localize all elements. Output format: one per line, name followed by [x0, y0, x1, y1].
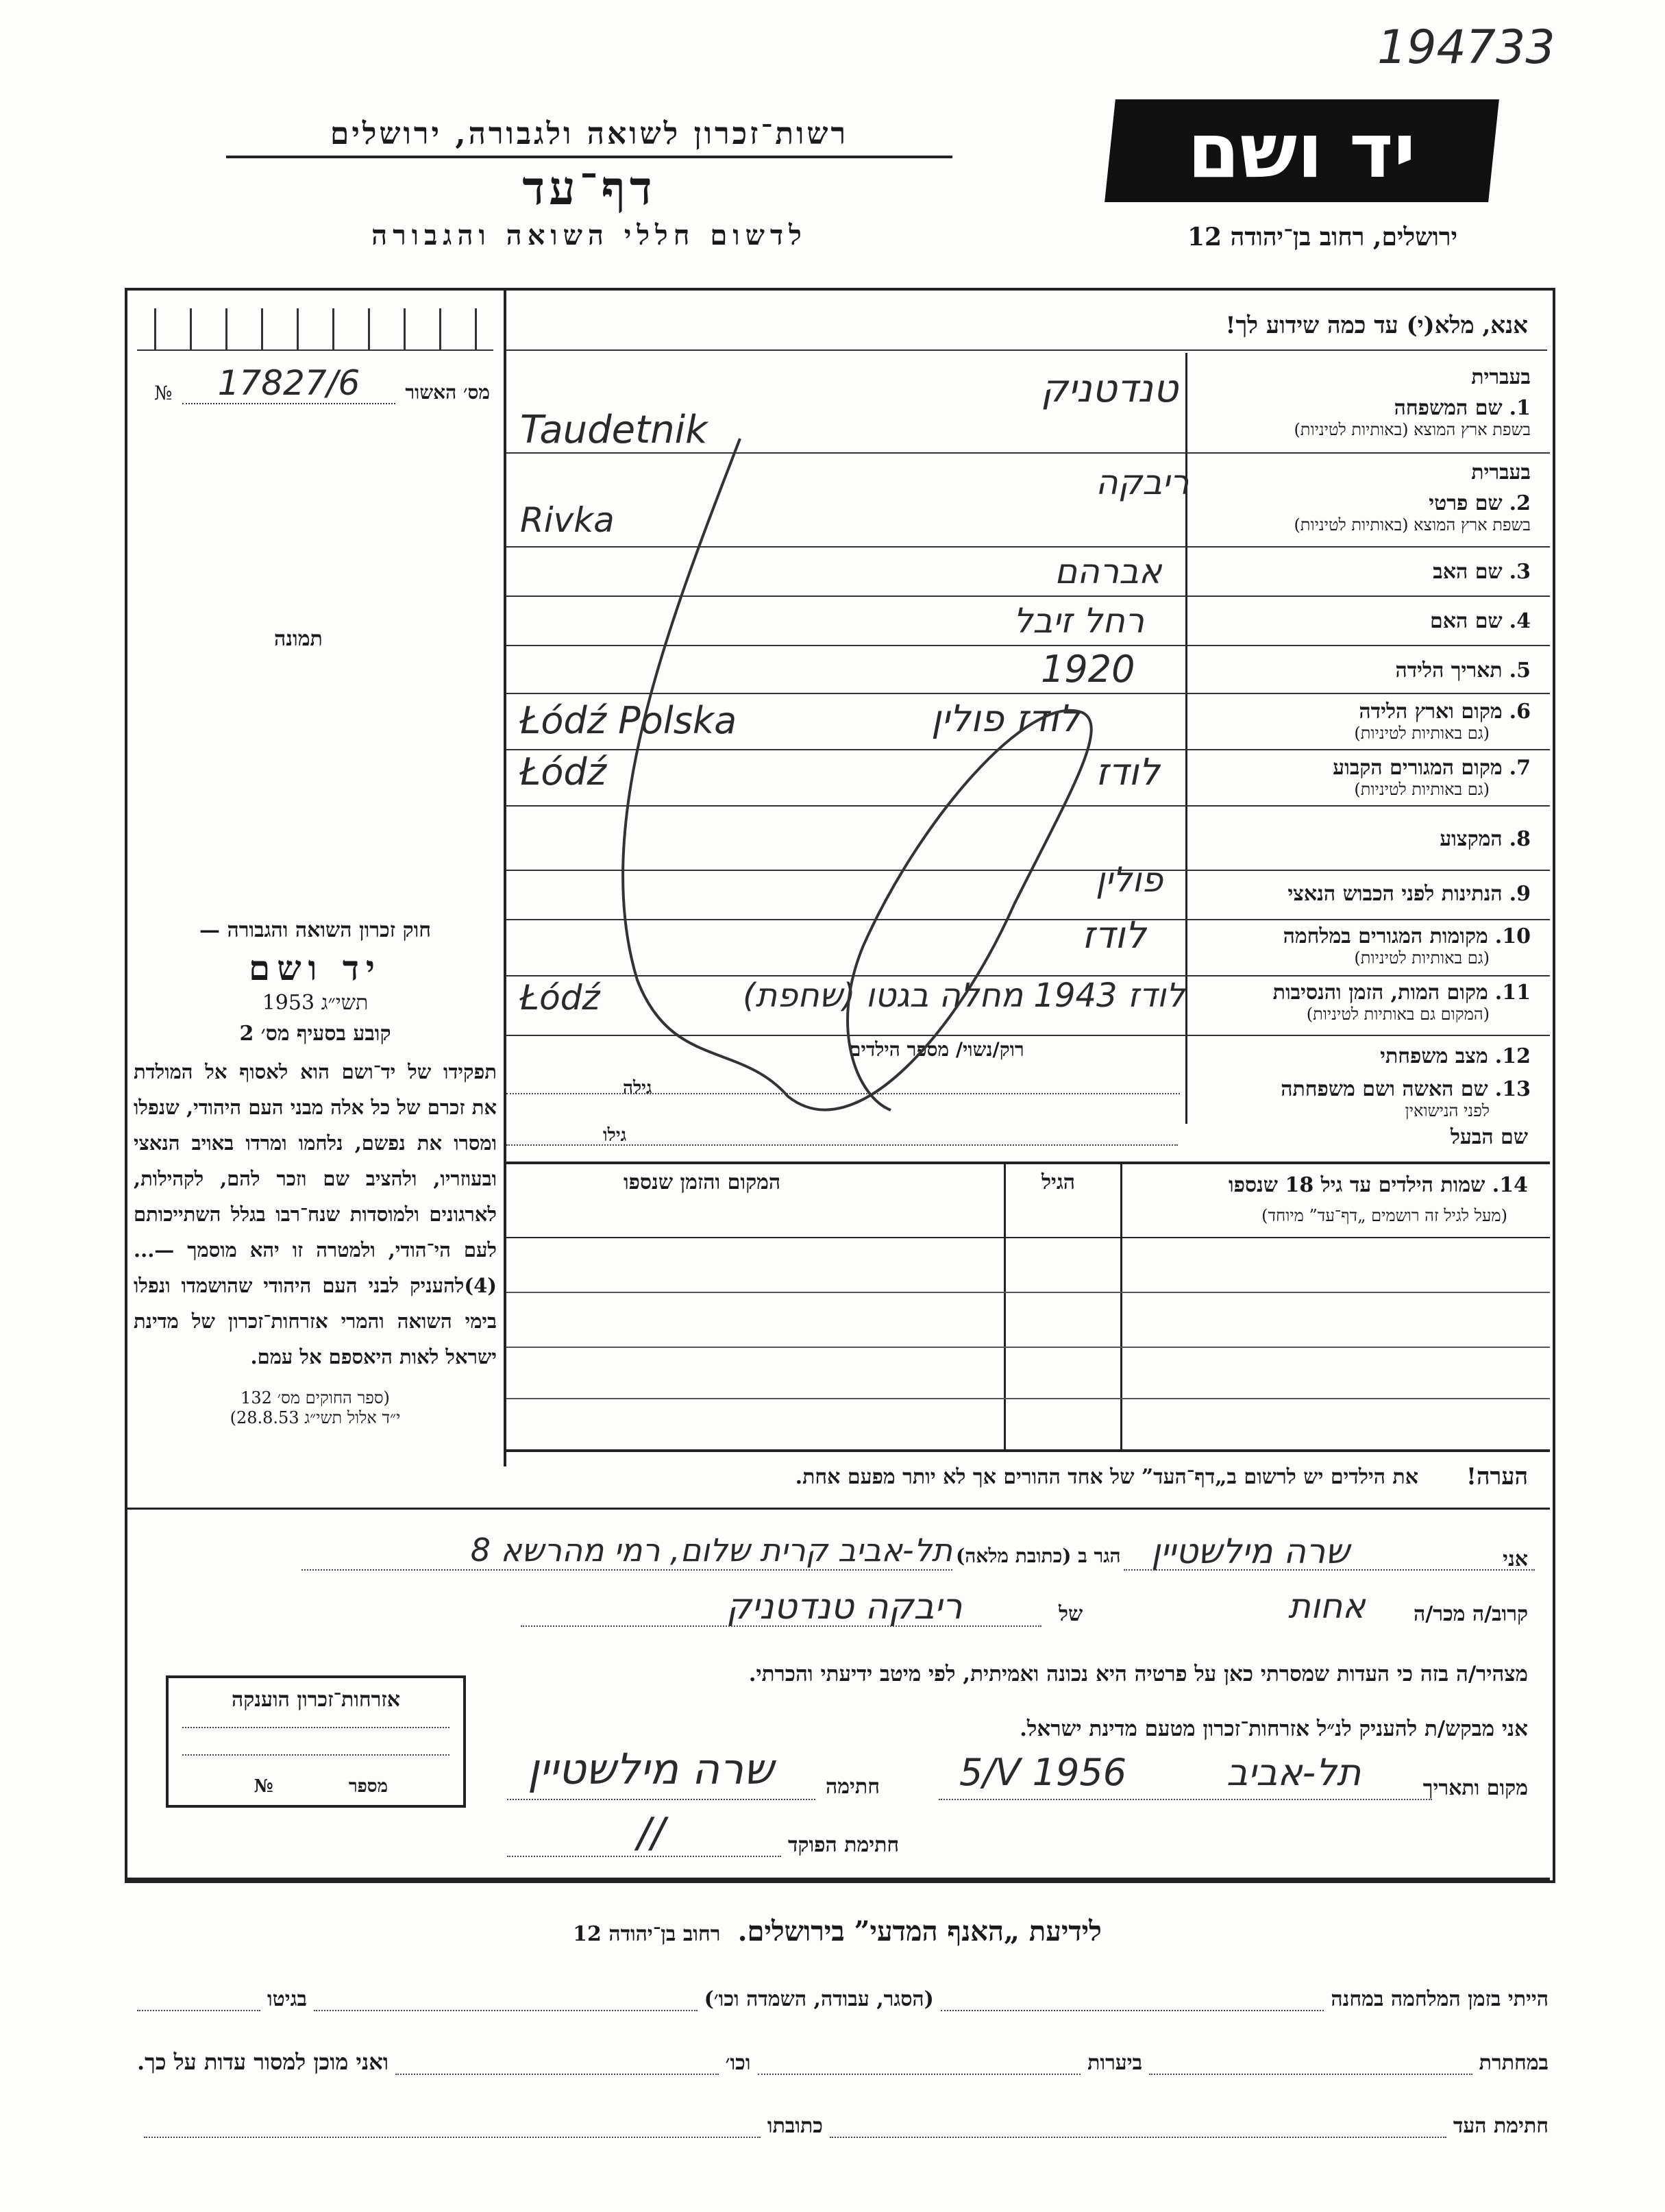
logo-text: יד ושם: [1187, 107, 1416, 195]
field-6-value: לודז פולין: [931, 697, 1080, 740]
citizenship-number-label: מספר: [348, 1776, 388, 1797]
children-header-names: 14. שמות הילדים עד גיל 18 שנספו: [1228, 1173, 1528, 1197]
decl-of: של: [1059, 1602, 1083, 1626]
field-7-sub: (גם באותיות לטיניות): [1354, 780, 1490, 799]
field-1-sub: בשפת ארץ המוצא (באותיות לטיניות): [1294, 420, 1531, 439]
field-3-num: 3.: [1509, 560, 1531, 584]
field-6-latin-value: Łódź Polska: [520, 699, 737, 742]
decl-date: 5/V 1956: [959, 1751, 1127, 1794]
header-address: ירושלים, רחוב בן־יהודה 12: [1187, 223, 1458, 251]
form-title: דף־עד: [522, 161, 656, 216]
field-4-num: 4.: [1509, 609, 1531, 633]
field-1-label: שם המשפחה: [1394, 396, 1503, 420]
form-subtitle: לדשום חללי השואה והגבורה: [371, 219, 807, 251]
field-3-value: אברהם: [1054, 552, 1162, 591]
husband-label: שם הבעל: [1450, 1125, 1528, 1149]
decl-request: אני מבקש/ת להעניק לנ״ל אזרחות־זכרון מטעם מדינת ישראל.: [1020, 1717, 1528, 1741]
field-2-sub: בשפת ארץ המוצא (באותיות לטיניות): [1294, 515, 1531, 534]
field-1-num: 1.: [1509, 396, 1531, 420]
field-11-value: לודז 1943 מחלה בגטו (שחפת): [742, 976, 1185, 1015]
field-10-num: 10.: [1494, 924, 1531, 948]
field-5-value: 1920: [1041, 648, 1135, 691]
field-13-value: גילה: [623, 1078, 652, 1098]
field-8-num: 8.: [1509, 827, 1531, 851]
decl-statement: מצהיר/ה בזה כי העדות שמסרתי כאן על פרטיה היא נכונה ואמיתית, לפי מיטב ידיעתי והכרתי.: [748, 1662, 1528, 1686]
law-source-date: י״ד אלול תשי״ג 28.8.53): [230, 1408, 401, 1427]
citizenship-title: אזרחות־זכרון הוענקה: [231, 1688, 401, 1712]
field-2-label: שם פרטי: [1429, 491, 1503, 515]
authority-title: רשות־זכרון לשואה ולגבורה, ירושלים: [226, 116, 952, 158]
field-12-value: רוק/נשוי/ מספר הילדים: [849, 1038, 1024, 1061]
field-9-label: הנתינות לפני הכבוש הנאצי: [1287, 882, 1503, 906]
decl-officer-label: חתימת הפוקד: [788, 1833, 900, 1857]
certificate-label: מס׳ האשור: [405, 381, 490, 404]
field-13-label: שם האשה ושם משפחתה: [1281, 1077, 1488, 1101]
field-6-label: מקום וארץ הלידה: [1359, 700, 1503, 724]
field-2-hebrew-tag: בעברית: [1471, 460, 1531, 484]
decl-relation: אחות: [1288, 1586, 1366, 1626]
law-title: חוק זכרון השואה והגבורה —: [199, 918, 431, 942]
archive-number: 194733: [1377, 21, 1555, 75]
bottom-line1-a: הייתי בזמן המלחמה במחנה: [1331, 1987, 1549, 2011]
field-13-sub: לפני הנישואין: [1405, 1101, 1490, 1120]
citizenship-number-sign: №: [254, 1776, 273, 1797]
note-label: הערה!: [1466, 1463, 1528, 1490]
bottom-line2-d: ואני מוכן למסור עדות על כך.: [137, 2049, 389, 2075]
field-9-num: 9.: [1509, 882, 1531, 906]
certificate-no-sign: №: [154, 382, 173, 404]
field-7-value: לודז: [1096, 750, 1160, 794]
field-12-label: מצב משפחתי: [1380, 1044, 1488, 1068]
decl-officer-mark: //: [637, 1809, 665, 1857]
field-11-num: 11.: [1494, 981, 1531, 1005]
certificate-value: 17827/6: [182, 363, 396, 404]
field-2-latin-value: Rivka: [520, 500, 615, 540]
decl-signature: שרה מילשטיין: [528, 1744, 774, 1794]
field-5-num: 5.: [1509, 659, 1531, 683]
photo-label: תמונה: [274, 627, 323, 651]
decl-resides: הגר ב (כתובת מלאה): [956, 1545, 1121, 1567]
field-1-hebrew-tag: בעברית: [1471, 365, 1531, 389]
field-10-label: מקומות המגורים במלחמה: [1283, 924, 1488, 948]
field-11-latin-value: Łódź: [520, 978, 600, 1018]
field-4-value: רחל זיבל: [1013, 601, 1145, 641]
field-8-label: המקצוע: [1440, 827, 1503, 851]
field-6-sub: (גם באותיות לטיניות): [1354, 724, 1490, 743]
law-year: תשי״ג 1953: [262, 991, 369, 1015]
bottom-line1-b: (הסגר, עבודה, השמדה וכו׳): [704, 1987, 934, 2011]
field-7-num: 7.: [1509, 756, 1531, 780]
decl-witness-name: שרה מילשטיין: [1151, 1532, 1350, 1571]
decl-signature-label: חתימה: [826, 1775, 880, 1799]
bottom-address: רחוב בן־יהודה 12: [573, 1922, 721, 1946]
field-1-latin-value: Taudetnik: [520, 408, 708, 452]
husband-value: גילו: [603, 1125, 627, 1146]
field-2-num: 2.: [1509, 491, 1531, 515]
decl-place-date-label: מקום ותאריך: [1422, 1776, 1528, 1800]
field-5-label: תאריך הלידה: [1395, 659, 1503, 683]
field-6-num: 6.: [1509, 700, 1531, 724]
decl-i: אני: [1503, 1547, 1528, 1571]
field-10-value: לודז: [1082, 913, 1146, 957]
field-9-value: פולין: [1096, 860, 1163, 900]
field-1-he-value: טנדטניק: [1041, 367, 1179, 411]
field-11-sub: (המקום גם באותיות לטיניות): [1306, 1005, 1490, 1024]
field-11-label: מקום המות, הזמן והנסיבות: [1272, 981, 1488, 1005]
field-7-latin-value: Łódź: [520, 750, 607, 794]
law-source: (ספר החוקים מס׳ 132: [241, 1388, 390, 1408]
intro-text: אנא, מלא(י) עד כמה שידוע לך!: [1225, 312, 1528, 339]
bottom-line2-a: במחתרת: [1479, 2051, 1549, 2075]
field-7-label: מקום המגורים הקבוע: [1333, 756, 1503, 780]
note-text: את הילדים יש לרשום ב„דף־העד” של אחד ההורים אך לא יותר מפעם אחת.: [795, 1465, 1418, 1489]
bottom-line2-b: ביערות: [1087, 2051, 1143, 2075]
bottom-line1-c: בגיטו: [267, 1987, 308, 2011]
decl-place: תל-אביב: [1226, 1751, 1361, 1794]
field-10-sub: (גם באותיות לטיניות): [1354, 948, 1490, 968]
children-header-age: הגיל: [1041, 1170, 1076, 1194]
bottom-line3-b: כתובתו: [767, 2114, 823, 2138]
bottom-title: לידיעת „האנף המדעי” בירושלים.: [737, 1915, 1102, 1947]
field-2-he-value: ריבקה: [1096, 463, 1189, 502]
bottom-line3-a: חתימת העד: [1453, 2114, 1549, 2138]
children-header-names-sub: (מעל לגיל זה רושמים „דף־עד” מיוחד): [1261, 1206, 1507, 1225]
field-3-label: שם האב: [1433, 560, 1503, 584]
field-12-num: 12.: [1494, 1044, 1531, 1068]
children-header-place: המקום והזמן שנספו: [624, 1170, 781, 1194]
bottom-line2-c: וכו׳: [725, 2051, 751, 2075]
law-text: תפקידו של יד־ושם הוא לאסוף אל המולדת את זכרם של כל אלה מבני העם היהודי, שנפלו ומסרו את נפשם, נלחמו ומרדו באויב הנאצי ובעוזריו, ולהציב שם וזכר להם, לקהילות, לארגונים ולמוסדות שנח־רבו בגלל השתייכותם לעם הי־הודי, ולמטרה זו יהא מוסמך —...(4)להעניק לבני העם היהודי שהושמדו ונפלו בימי השואה והמרי אזרחות־זכרון של מדינת ישראל לאות היאספם אל עמם.: [134, 1060, 497, 1368]
field-13-num: 13.: [1494, 1077, 1531, 1101]
law-clause: קובע בסעיף מס׳ 2: [239, 1022, 391, 1046]
law-yad-vashem: יד ושם: [249, 948, 382, 988]
decl-victim-name: ריבקה טנדטניק: [726, 1586, 963, 1627]
decl-relative: קרוב/ה מכר/ה: [1414, 1602, 1528, 1626]
field-4-label: שם האם: [1430, 609, 1503, 633]
decl-address: תל-אביב קרית שלום, רמי מהרשא 8: [470, 1532, 952, 1569]
